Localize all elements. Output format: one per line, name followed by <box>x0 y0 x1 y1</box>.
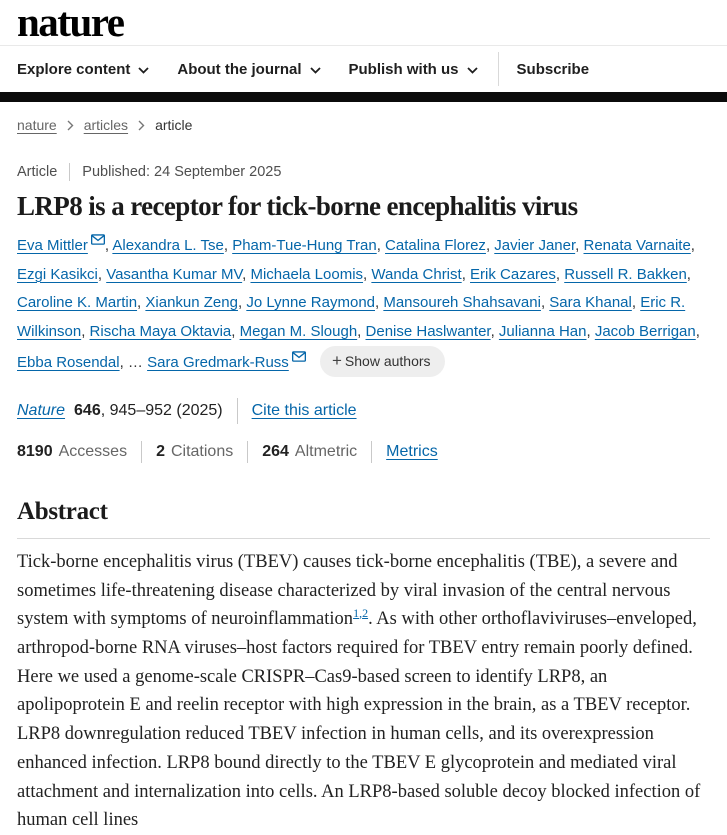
citation-divider <box>237 398 238 424</box>
author-link[interactable]: Mansoureh Shahsavani <box>383 294 541 312</box>
author-link[interactable]: Rischa Maya Oktavia <box>89 322 232 340</box>
nav-publish-with-us[interactable] <box>349 61 478 78</box>
author-link[interactable]: Caroline K. Martin <box>17 294 138 312</box>
article-type-label: Article <box>17 164 58 180</box>
metric-citations: 2 Citations <box>156 442 234 460</box>
abstract-heading: Abstract <box>17 497 108 525</box>
author-link[interactable]: Denise Haslwanter <box>365 322 491 340</box>
page-title: LRP8 is a receptor for tick-borne encephalitis virus <box>17 191 578 221</box>
abstract-divider <box>17 538 710 539</box>
show-authors-button[interactable]: + Show authors <box>320 346 445 377</box>
citation-line <box>17 398 710 424</box>
author-link[interactable]: Sara Gredmark-Russ <box>147 354 289 372</box>
author-link[interactable]: Megan M. Slough <box>239 322 358 340</box>
breadcrumb-articles[interactable]: articles <box>83 117 129 133</box>
author-link[interactable]: Julianna Han <box>498 322 587 340</box>
author-link[interactable]: Ebba Rosendal <box>17 354 120 372</box>
author-link[interactable]: Javier Janer <box>494 237 576 254</box>
author-link[interactable]: Catalina Florez <box>385 237 486 254</box>
volume-number: 646 <box>74 401 101 419</box>
envelope-icon <box>91 234 105 245</box>
main-nav <box>0 46 727 92</box>
metric-accesses: 8190 Accesses <box>17 442 128 460</box>
nature-logo[interactable]: nature <box>17 0 124 45</box>
email-envelope-icon[interactable] <box>91 234 105 245</box>
plus-icon: + <box>331 351 342 371</box>
metric-altmetric: 264 Altmetric <box>262 442 358 460</box>
published-date: Published: 24 September 2025 <box>82 164 282 180</box>
author-link[interactable]: Russell R. Bakken <box>564 265 687 283</box>
header-accent-bar <box>0 92 727 102</box>
nav-divider <box>498 52 499 86</box>
metrics-line <box>17 441 710 463</box>
author-link[interactable]: Michaela Loomis <box>250 265 364 283</box>
abstract-text-part2: . As with other orthoflaviviruses–enveloped, arthropod-borne RNA viruses–host factors required for TBEV entry remain poorly defined. Here we used a genome-scale CRISPR–Cas9-based screen to identify LRP8, an apolipoprotein E and reelin receptor with high expression in the brain, as a TBEV receptor. LRP8 downregulation reduced TBEV infection in human cells, and its overexpression enhanced infection. LRP8 bound directly to the TBEV E glycoprotein and mediated viral attachment and internalization into cells. An LRP8-based soluble decoy blocked infection of human cell lines <box>17 609 701 831</box>
nav-item-label: Publish with us <box>348 60 459 78</box>
journal-link[interactable]: Nature <box>17 401 66 419</box>
nav-item-label: About the journal <box>177 60 302 78</box>
reference-comma: , <box>359 606 363 621</box>
site-header <box>0 0 727 102</box>
author-link[interactable]: Eva Mittler <box>17 237 88 254</box>
article-meta-line <box>17 163 710 181</box>
metrics-link[interactable]: Metrics <box>386 442 438 460</box>
breadcrumb-nature[interactable]: nature <box>17 117 57 133</box>
author-link[interactable]: Sara Khanal <box>549 294 632 312</box>
cite-this-article-link[interactable]: Cite this article <box>251 401 357 419</box>
masthead <box>0 0 727 46</box>
abstract-text-part1: Tick-borne encephalitis virus (TBEV) causes tick-borne encephalitis (TBE), a severe and sometimes life-threatening disease characterized by viral invasion of the central nervous system with symptoms of neuroinflammation <box>17 551 678 630</box>
article-page <box>0 117 727 835</box>
chevron-right-icon <box>138 120 145 131</box>
chevron-down-icon <box>467 67 478 74</box>
email-envelope-icon[interactable] <box>292 351 306 362</box>
author-link[interactable]: Xiankun Zeng <box>145 294 238 312</box>
reference-link-1[interactable]: 1 <box>353 606 360 621</box>
chevron-right-icon <box>67 120 74 131</box>
author-link[interactable]: Jo Lynne Raymond <box>246 294 375 312</box>
chevron-down-icon <box>310 67 321 74</box>
nav-explore-content[interactable] <box>17 61 149 78</box>
abstract-section <box>17 498 710 835</box>
author-link[interactable]: Ezgi Kasikci <box>17 265 98 283</box>
reference-link-2[interactable]: 2 <box>362 606 369 621</box>
metric-divider <box>371 441 372 463</box>
nav-about-the-journal[interactable] <box>177 61 320 78</box>
author-link[interactable]: Renata Varnaite <box>583 237 691 254</box>
nav-item-label: Explore content <box>17 60 131 78</box>
metric-divider <box>141 441 142 463</box>
abstract-text <box>17 548 710 835</box>
breadcrumb-article: article <box>155 117 193 133</box>
author-link[interactable]: Vasantha Kumar MV <box>106 265 243 283</box>
page-range: , 945–952 (2025) <box>100 401 223 419</box>
author-link[interactable]: Wanda Christ <box>371 265 462 283</box>
chevron-right-icon <box>67 120 74 131</box>
author-link[interactable]: Pham-Tue-Hung Tran <box>232 237 377 254</box>
author-link[interactable]: Alexandra L. Tse <box>112 237 224 254</box>
author-link[interactable]: Erik Cazares <box>470 265 556 283</box>
author-list: Eva Mittler , Alexandra L. Tse, Pham-Tue-Hung Tran, Catalina Florez, Javier Janer, Renata Varnaite, Ezgi Kasikci, Vasantha Kumar MV, Michaela Loomis, Wanda Christ, Erik Cazares, Russell R. Bakken, Caroline K. Martin, Xiankun Zeng, Jo Lynne Raymond, Mansoureh Shahsavani, Sara Khanal, Eric R. Wilkinson, Rischa Maya Oktavia, Megan M. Slough, Denise Haslwanter, Julianna Han, Jacob Berrigan, Ebba Rosendal, … Sara Gredmark-Russ + Show authors <box>17 232 710 378</box>
author-link[interactable]: Eric R. Wilkinson <box>17 294 686 340</box>
chevron-right-icon <box>138 120 145 131</box>
metric-divider <box>247 441 248 463</box>
author-link[interactable]: Jacob Berrigan <box>594 322 696 340</box>
nav-subscribe[interactable]: Subscribe <box>516 60 590 78</box>
meta-divider <box>69 163 70 181</box>
chevron-down-icon <box>138 67 149 74</box>
breadcrumb <box>17 117 710 133</box>
envelope-icon <box>292 351 306 362</box>
